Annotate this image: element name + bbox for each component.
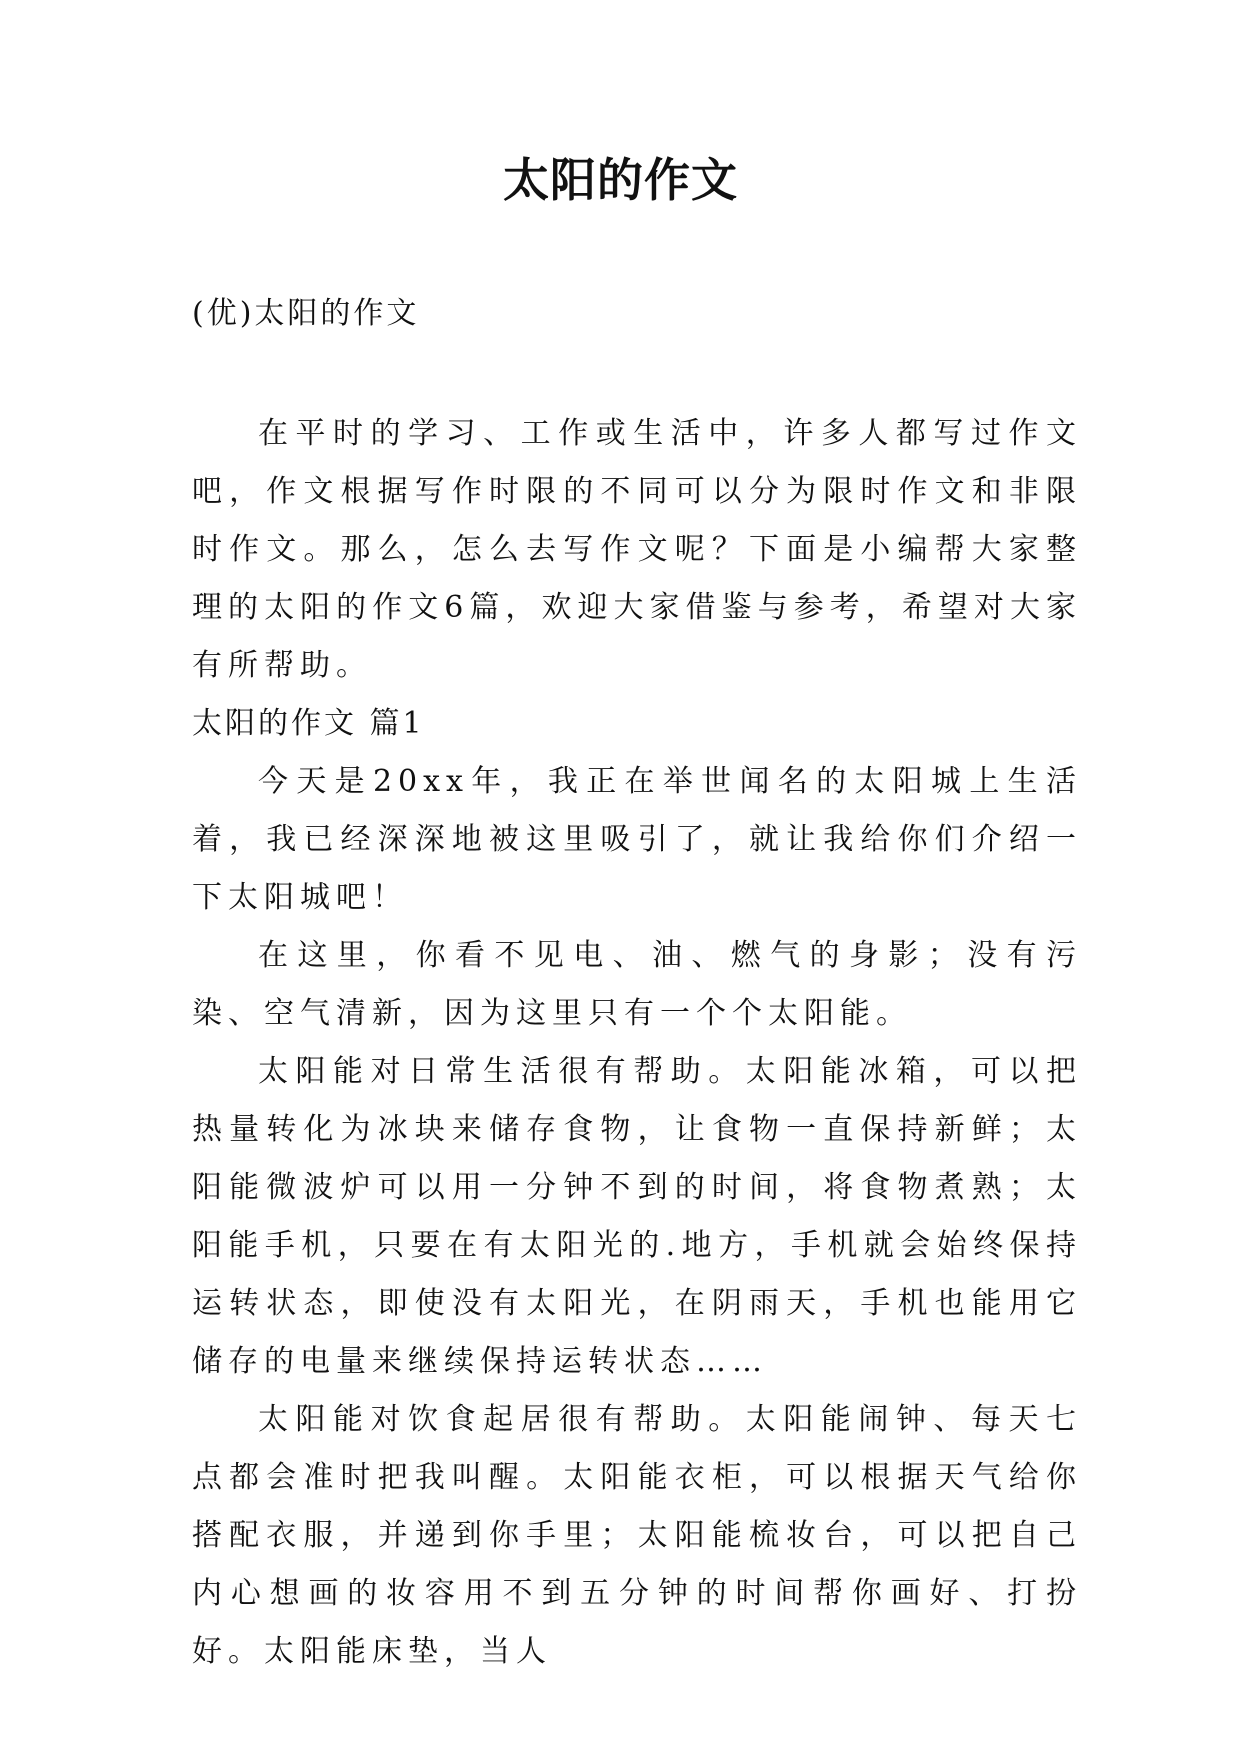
intro-paragraph: 在平时的学习、工作或生活中，许多人都写过作文吧，作文根据写作时限的不同可以分为限时作文和非限时作文。那么，怎么去写作文呢？下面是小编帮大家整理的太阳的作文6篇，欢迎大家借鉴与参考，希望对大家有所帮助。 [192,416,1082,683]
document-subtitle: (优)太阳的作文 [192,296,420,331]
section-heading: 太阳的作文 篇1 [192,706,425,741]
body-paragraph: 今天是20xx年，我正在举世闻名的太阳城上生活着，我已经深深地被这里吸引了，就让我给你们介绍一下太阳城吧！ [192,764,1082,915]
document-title: 太阳的作文 [503,153,738,207]
document-body [192,405,1082,1681]
body-paragraph: 在这里，你看不见电、油、燃气的身影；没有污染、空气清新，因为这里只有一个个太阳能。 [192,938,1082,1031]
body-paragraph: 太阳能对饮食起居很有帮助。太阳能闹钟、每天七点都会准时把我叫醒。太阳能衣柜，可以根据天气给你搭配衣服，并递到你手里；太阳能梳妆台，可以把自己内心想画的妆容用不到五分钟的时间帮你画好、打扮好。太阳能床垫，当人 [192,1402,1082,1669]
body-paragraph: 太阳能对日常生活很有帮助。太阳能冰箱，可以把热量转化为冰块来储存食物，让食物一直保持新鲜；太阳能微波炉可以用一分钟不到的时间，将食物煮熟；太阳能手机，只要在有太阳光的.地方，手机就会始终保持运转状态，即使没有太阳光，在阴雨天，手机也能用它储存的电量来继续保持运转状态…… [192,1054,1082,1379]
